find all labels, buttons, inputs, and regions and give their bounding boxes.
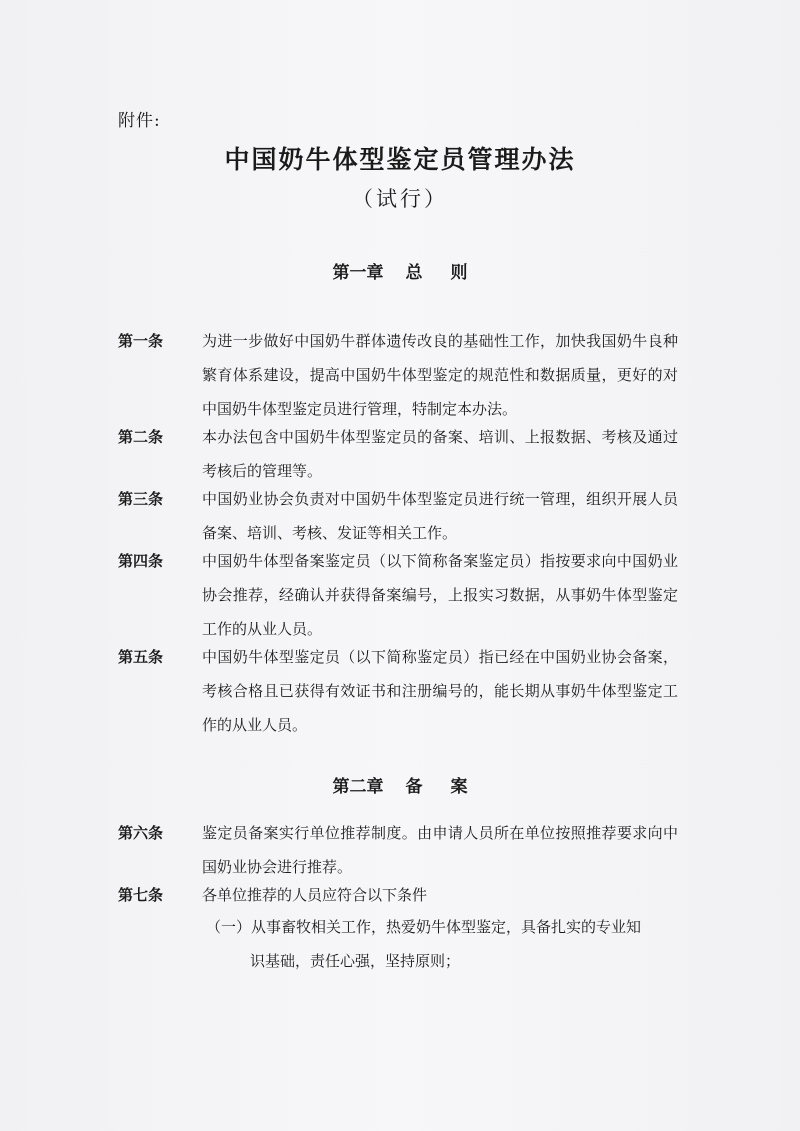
article-4 — [118, 544, 678, 646]
article-text: 中国奶牛体型备案鉴定员（以下简称备案鉴定员）指按要求向中国奶业协会推荐，经确认并获得备案编号，上报实习数据，从事奶牛体型鉴定工作的从业人员。 — [202, 552, 678, 638]
chapter-label: 第二章 — [332, 777, 384, 797]
article-label: 第四条 — [118, 552, 164, 570]
item-number: （一） — [206, 918, 252, 936]
document-subtitle: （试行） — [352, 187, 448, 211]
chapter-name: 备 — [405, 777, 423, 797]
chapter-heading-2 — [0, 772, 800, 797]
chapter-name: 总 — [405, 263, 423, 283]
article-7 — [118, 878, 678, 912]
article-3 — [118, 482, 678, 550]
item-text-continued: 识基础，责任心强，坚持原则； — [250, 952, 461, 970]
article-text: 鉴定员备案实行单位推荐制度。由申请人员所在单位按照推荐要求向中国奶业协会进行推荐。 — [202, 824, 678, 876]
chapter-heading-1 — [0, 258, 800, 283]
article-label: 第三条 — [118, 490, 164, 508]
article-text: 为进一步做好中国奶牛群体遗传改良的基础性工作，加快我国奶牛良种繁育体系建设，提高中国奶牛体型鉴定的规范性和数据质量，更好的对中国奶牛体型鉴定员进行管理，特制定本办法。 — [202, 332, 678, 418]
article-label: 第五条 — [118, 648, 164, 666]
chapter-label: 第一章 — [332, 263, 384, 283]
article-label: 第七条 — [118, 886, 164, 904]
article-1 — [118, 324, 678, 426]
article-text: 各单位推荐的人员应符合以下条件 — [202, 886, 428, 904]
article-6 — [118, 816, 678, 884]
article-text: 本办法包含中国奶牛体型鉴定员的备案、培训、上报数据、考核及通过考核后的管理等。 — [202, 428, 678, 480]
chapter-name: 案 — [450, 777, 468, 797]
article-5 — [118, 640, 678, 742]
article-label: 第六条 — [118, 824, 164, 842]
article-2 — [118, 420, 678, 488]
document-title: 中国奶牛体型鉴定员管理办法 — [224, 145, 576, 174]
chapter-name: 则 — [450, 263, 468, 283]
article-text: 中国奶牛体型鉴定员（以下简称鉴定员）指已经在中国奶业协会备案，考核合格且已获得有效证书和注册编号的，能长期从事奶牛体型鉴定工作的从业人员。 — [202, 648, 678, 734]
item-text: 从事畜牧相关工作，热爱奶牛体型鉴定，具备扎实的专业知 — [251, 918, 642, 936]
list-item — [206, 910, 676, 978]
article-label: 第二条 — [118, 428, 164, 446]
article-label: 第一条 — [118, 332, 164, 350]
attachment-label: 附件: — [118, 111, 161, 131]
article-text: 中国奶业协会负责对中国奶牛体型鉴定员进行统一管理，组织开展人员备案、培训、考核、发证等相关工作。 — [202, 490, 678, 542]
